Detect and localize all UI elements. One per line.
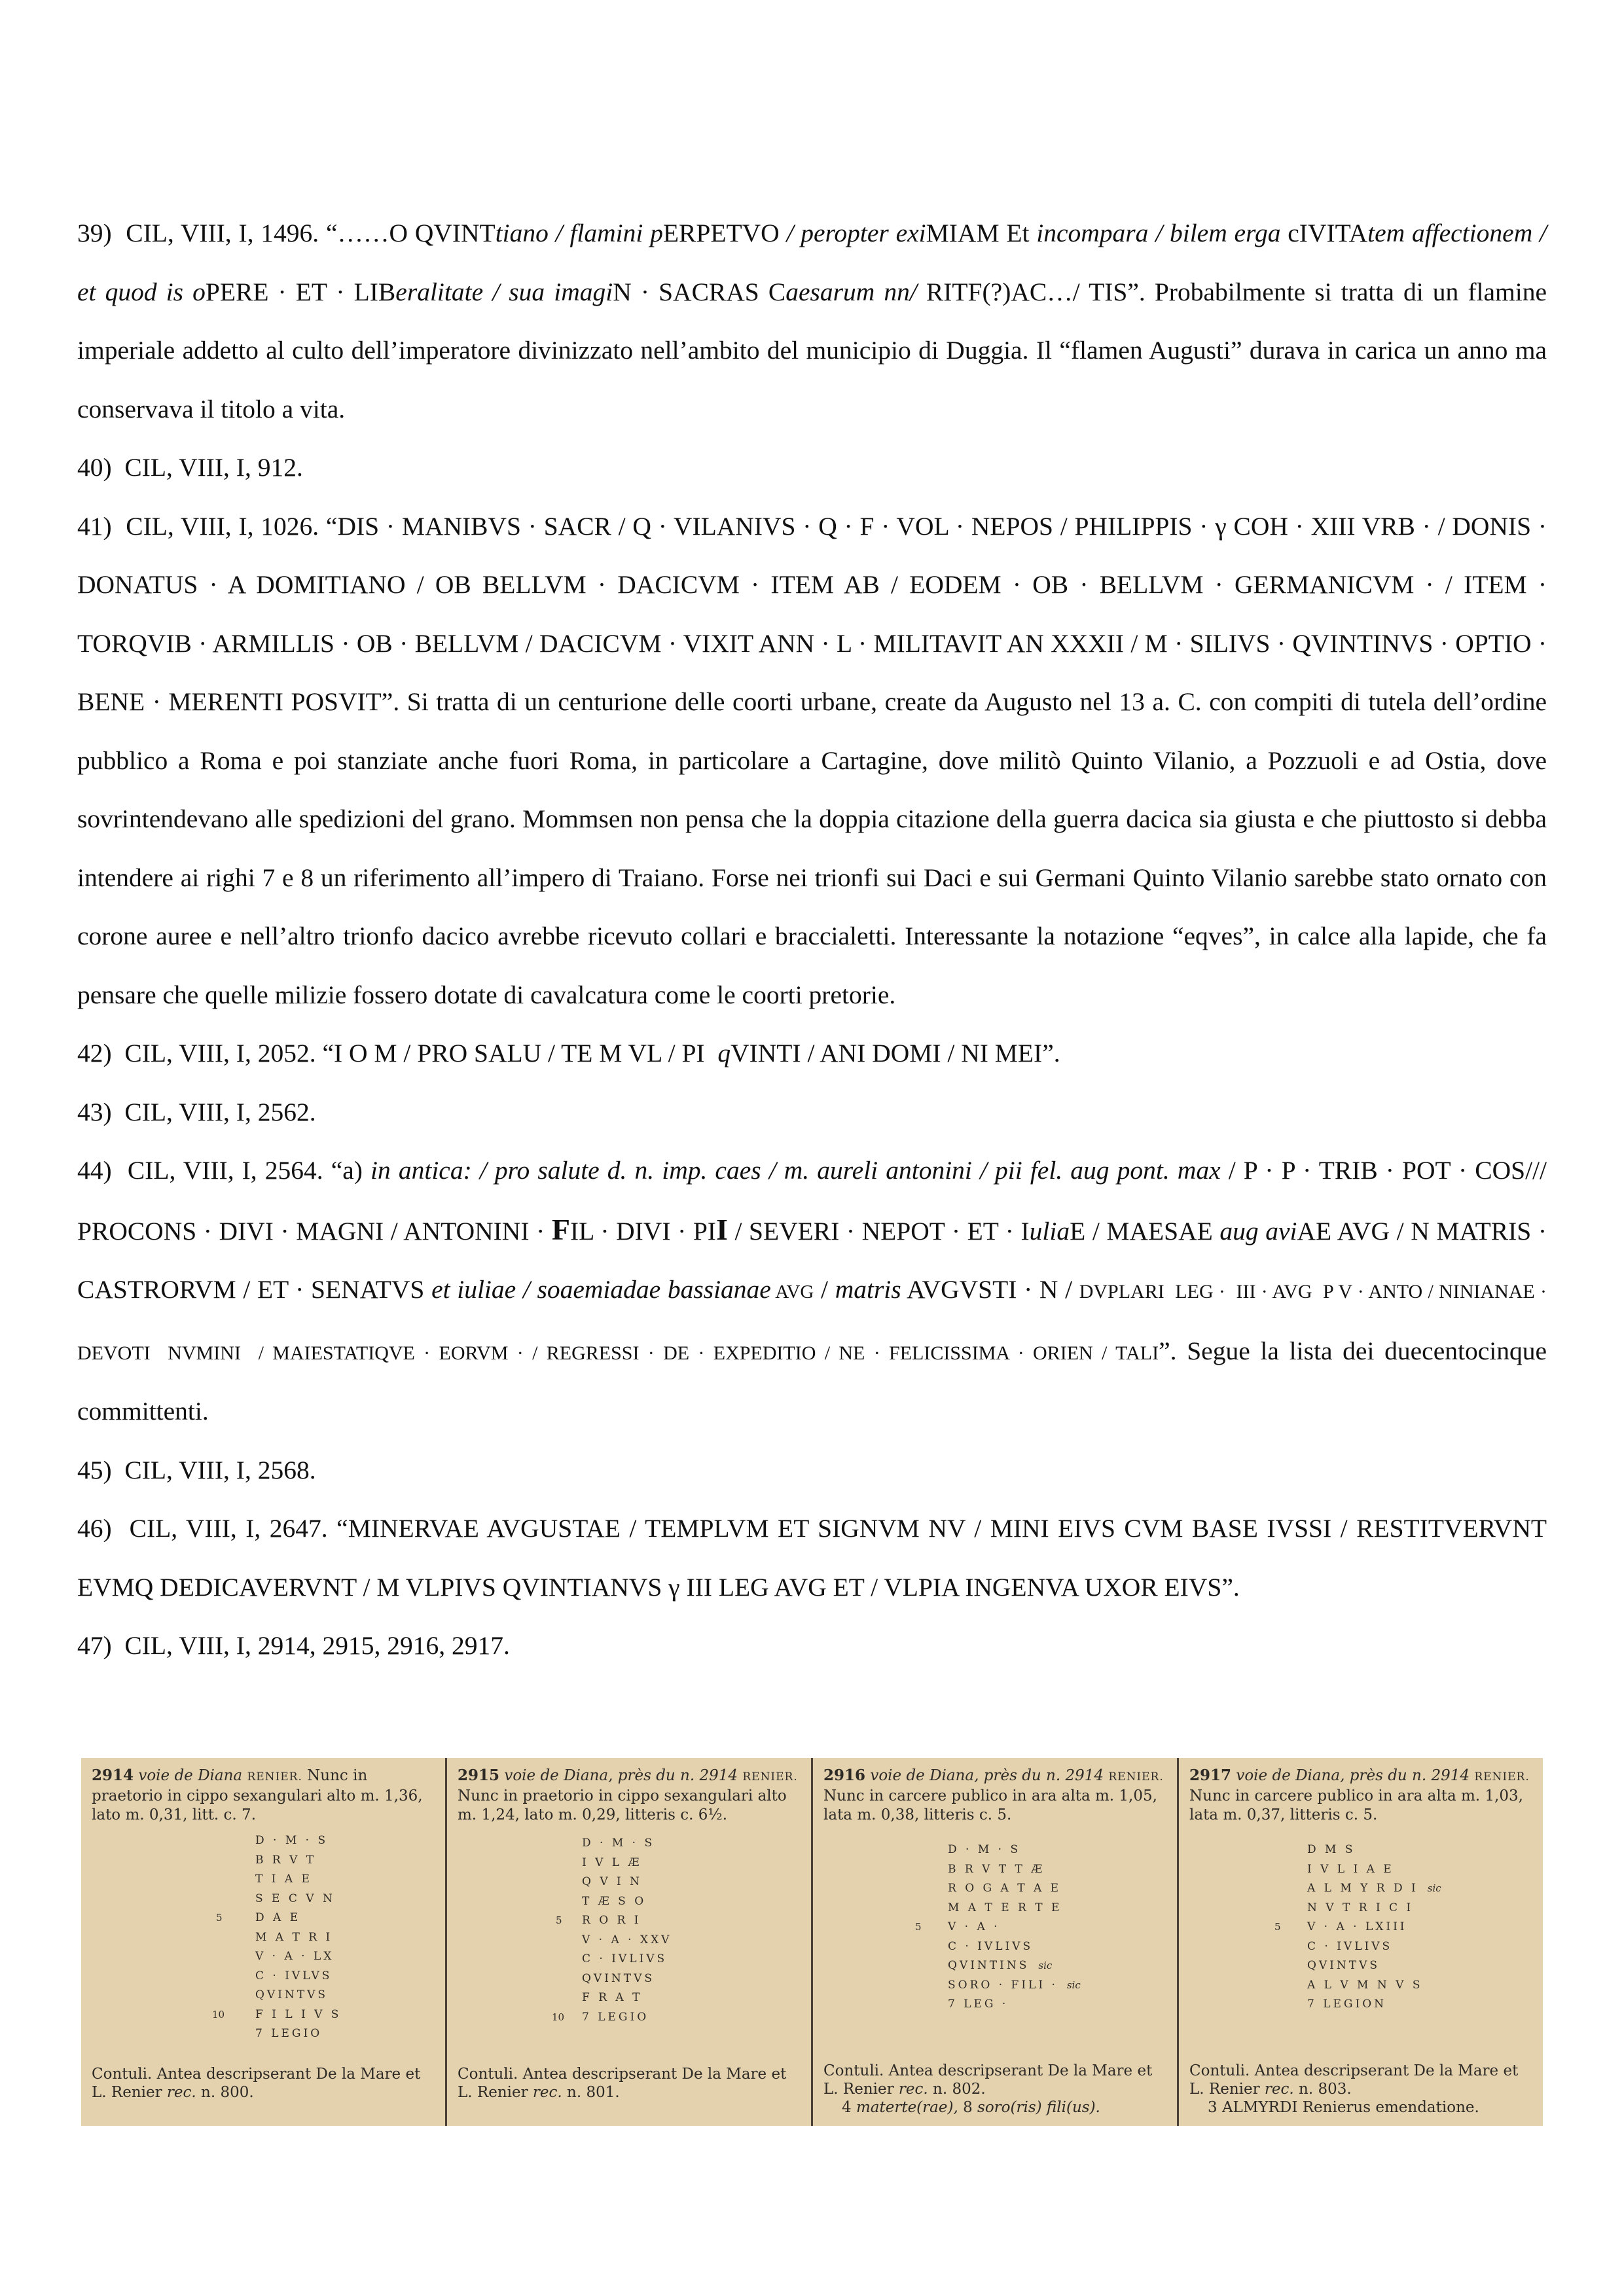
note-47: 47) CIL, VIII, I, 2914, 2915, 2916, 2917. (77, 1631, 510, 1660)
note-40: 40) CIL, VIII, I, 912. (77, 453, 303, 482)
inscription-2915 (445, 1758, 811, 2126)
note-41: 41) CIL, VIII, I, 1026. “DIS · MANIBVS · SACR / Q · VILANIVS · Q · F · VOL · NEPOS / PHILIPPIS · γ COH · XIII VRB · / DONIS · DONATUS · A DOMITIANO / OB BELLVM · DACICVM · ITEM AB / EODEM · OB · BELLVM · GERMANICVM · / ITEM · TORQVIB · ARMILLIS · OB · BELLVM / DACICVM · VIXIT ANN · L · MILITAVIT AN XXXII / M · SILIVS · QVINTINVS · OPTIO · BENE · MERENTI POSVIT”. Si tratta di un centurione delle coorti urbane, create da Augusto nel 13 a. C. con compiti di tutela dell’ordine pubblico a Roma e poi stanziate anche fuori Roma, in particolare a Cartagine, dove militò Quinto Vilanio, a Pozzuoli e ad Ostia, dove sovrintendevano alle spedizioni del grano. Mommsen non pensa che la doppia citazione della guerra dacica sia giusta e che piuttosto si debba intendere ai righi 7 e 8 un riferimento all’impero di Traiano. Forse nei trionfi sui Daci e sui Germani Quinto Vilanio sarebbe stato ornato con corone auree e nell’altro trionfo dacico avrebbe ricevuto collari e braccialetti. Interessante la notazione “eqves”, in calce alla lapide, che fa pensare che quelle milizie fossero dotate di cavalcatura come le coorti pretorie. (77, 511, 1547, 1009)
inscription-text: D M S I V L I A E A L M Y R D I sic N V T R I C I 5 V · A · LXIII C · IVLIVS QVINTVS A L V M N V S 7 LEGION (1274, 1843, 1441, 2011)
inscription-footnote: Contuli. Antea descripserant De la Mare et L. Renier rec. n. 801. (458, 2066, 787, 2101)
note-42: 42) CIL, VIII, I, 2052. “I O M / PRO SALU / TE M VL / PI qVINTI / ANI DOMI / NI MEI”. (77, 1039, 1060, 1067)
inscription-2917 (1177, 1758, 1543, 2126)
inscription-text: D · M · S B R V T T Æ R O G A T A E M A T E R T E 5 V · A · C · IVLIVS QVINTINS sic SORO · FILI · sic 7 LEG · (915, 1843, 1081, 2011)
note-45: 45) CIL, VIII, I, 2568. (77, 1455, 316, 1484)
inscription-header: 2915 voie de Diana, près du n. 2914 RENIER. Nunc in praetorio in cippo sexangulari alto m. 1,24, lato m. 0,29, litteris c. 6½. (458, 1767, 798, 1823)
inscription-footnote: Contuli. Antea descripserant De la Mare et L. Renier rec. n. 802. 4 materte(rae), 8 soro(ris) fili(us). (823, 2062, 1153, 2116)
inscription-footnote: Contuli. Antea descripserant De la Mare et L. Renier rec. n. 803. 3 ALMYRDI Renierus emendatione. (1189, 2062, 1519, 2116)
inscription-2916 (811, 1758, 1177, 2126)
inscriptions-scan (81, 1758, 1543, 2126)
note-43: 43) CIL, VIII, I, 2562. (77, 1097, 316, 1126)
inscription-header: 2916 voie de Diana, près du n. 2914 RENIER. Nunc in carcere publico in ara alta m. 1,05, lata m. 0,38, litteris c. 5. (823, 1767, 1164, 1823)
inscription-text: D · M · S I V L Æ Q V I N T Æ S O 5 R O R I V · A · XXV C · IVLIVS QVINTVS F R A T 10 7 LEGIO (552, 1837, 672, 2024)
inscription-header: 2917 voie de Diana, près du n. 2914 RENIER. Nunc in carcere publico in ara alta m. 1,03, lata m. 0,37, litteris c. 5. (1189, 1767, 1530, 1823)
note-44: 44) CIL, VIII, I, 2564. “a) in antica: / pro salute d. n. imp. caes / m. aureli antonini / pii fel. aug pont. max / P · P · TRIB · POT · COS/// PROCONS · DIVI · MAGNI / ANTONINI · FIL · DIVI · PII / SEVERI · NEPOT · ET · IuliaE / MAESAE aug aviAE AVG / N MATRIS · CASTRORVM / ET · SENATVS et iuliae / soaemiadae bassianae AVG / matris AVGVSTI · N / DVPLARI LEG · III · AVG P V · ANTO / NINIANAE · DEVOTI NVMINI / MAIESTATIQVE · EORVM · / REGRESSI · DE · EXPEDITIO / NE · FELICISSIMA · ORIEN / TALI”. Segue la lista dei duecentocinque committenti. (77, 1156, 1547, 1426)
inscription-text: D · M · S B R V T T I A E S E C V N 5 D A E M A T R I V · A · LX C · IVLVS QVINTVS 10 F I L I V S 7 LEGIO (212, 1834, 342, 2040)
inscription-header: 2914 voie de Diana RENIER. Nunc in praetorio in cippo sexangulari alto m. 1,36, lato m. 0,31, litt. c. 7. (92, 1767, 423, 1823)
notes-body (77, 204, 1547, 1676)
inscription-2914 (81, 1758, 445, 2126)
note-46: 46) CIL, VIII, I, 2647. “MINERVAE AVGUSTAE / TEMPLVM ET SIGNVM NV / MINI EIVS CVM BASE IVSSI / RESTITVERVNT EVMQ DEDICAVERVNT / M VLPIVS QVINTIANVS γ III LEG AVG ET / VLPIA INGENVA UXOR EIVS”. (77, 1514, 1547, 1602)
inscription-footnote: Contuli. Antea descripserant De la Mare et L. Renier rec. n. 800. (92, 2066, 421, 2101)
note-39: 39) CIL, VIII, I, 1496. “……O QVINTtiano / flamini pERPETVO / peropter exiMIAM Et incompara / bilem erga cIVITAtem affectionem / et quod is oPERE · ET · LIBeralitate / sua imagiN · SACRAS Caesarum nn/ RITF(?)AC…/ TIS”. Probabilmente si tratta di un flamine imperiale addetto al culto dell’imperatore divinizzato nell’ambito del municipio di Duggia. Il “flamen Augusti” durava in carica un anno ma conservava il titolo a vita. (77, 219, 1547, 423)
